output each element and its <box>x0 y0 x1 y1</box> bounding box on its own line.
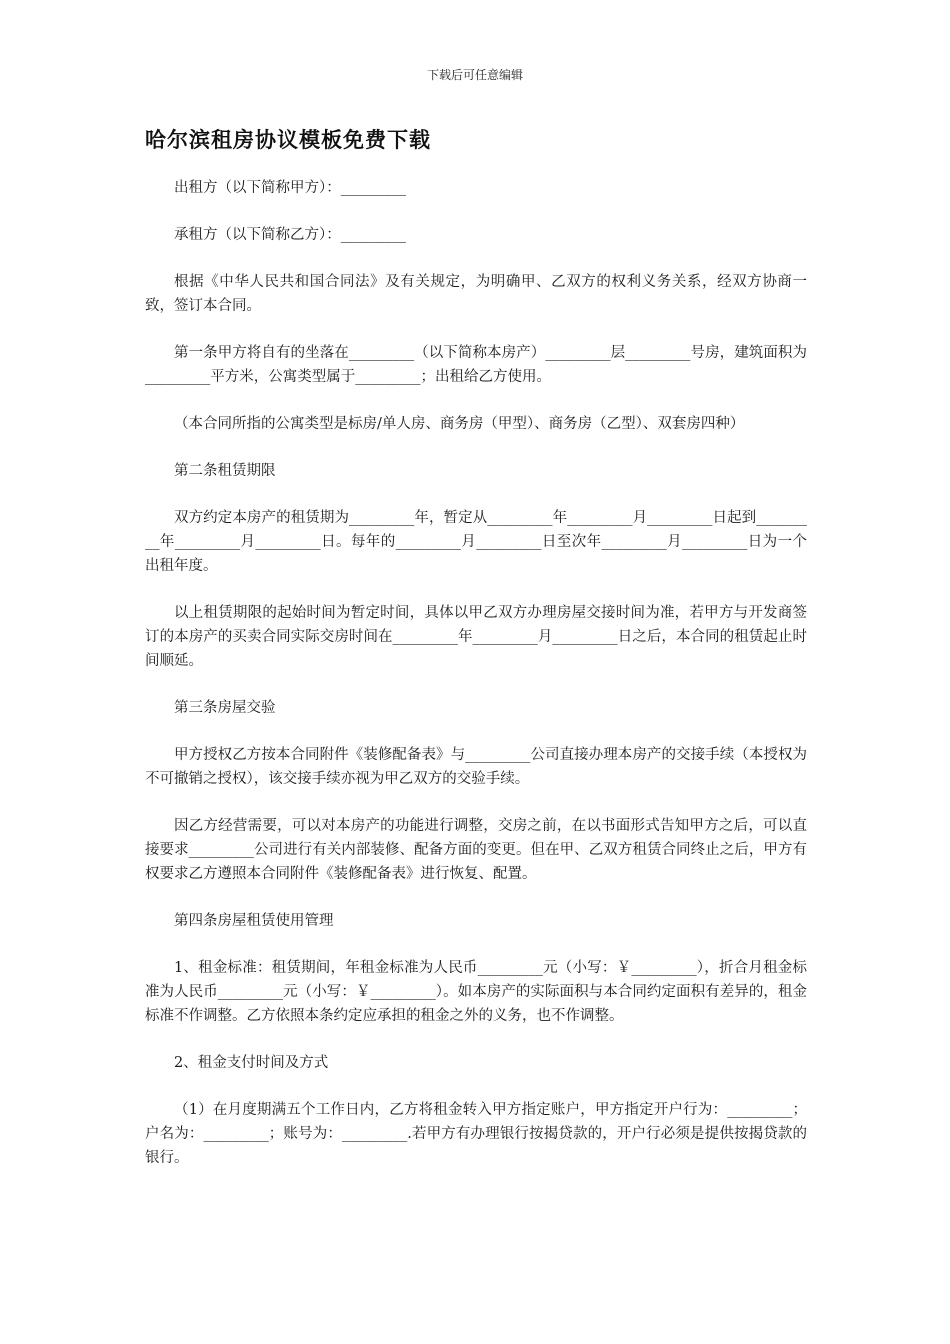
document-title: 哈尔滨租房协议模板免费下载 <box>145 127 431 152</box>
lease-term-paragraph: 双方约定本房产的租赁期为_________年，暂定从_________年_________月_________日起到_________年_________月_________日。每年的_________月_________日至次年_________月_________日为一个出租年度。 <box>145 510 807 574</box>
preamble-paragraph: 根据《中华人民共和国合同法》及有关规定，为明确甲、乙双方的权利义务关系，经双方协商一致，签订本合同。 <box>145 274 807 314</box>
article-3-heading: 第三条房屋交验 <box>174 700 276 716</box>
article-4-heading: 第四条房屋租赁使用管理 <box>174 913 334 929</box>
article-1-paragraph: 第一条甲方将自有的坐落在_________（以下简称本房产）_________层_________号房，建筑面积为_________平方米，公寓类型属于_________；出租给乙方使用。 <box>145 345 807 385</box>
document-body <box>145 176 807 1193</box>
rent-payment-heading: 2、租金支付时间及方式 <box>174 1055 329 1071</box>
article-2-heading: 第二条租赁期限 <box>174 463 276 479</box>
rent-payment-paragraph: （1）在月度期满五个工作日内，乙方将租金转入甲方指定账户，甲方指定开户行为：_________；户名为：_________；账号为：_________.若甲方有办理银行按揭贷款的，开户行必须是提供按揭贷款的银行。 <box>145 1102 807 1166</box>
rent-standard-paragraph: 1、租金标准：租赁期间，年租金标准为人民币_________元（小写：￥_________），折合月租金标准为人民币_________元（小写：￥_________）。如本房产的实际面积与本合同约定面积有差异的，租金标准不作调整。乙方依照本条约定应承担的租金之外的义务，也不作调整。 <box>145 960 807 1024</box>
page-header-note: 下载后可任意编辑 <box>426 68 523 82</box>
party-b-line: 承租方（以下简称乙方）：_________ <box>174 227 406 243</box>
lease-start-paragraph: 以上租赁期限的起始时间为暂定时间，具体以甲乙双方办理房屋交接时间为准，若甲方与开发商签订的本房产的买卖合同实际交房时间在_________年_________月_________日之后，本合同的租赁起止时间顺延。 <box>145 605 807 669</box>
apartment-type-note: （本合同所指的公寓类型是标房/单人房、商务房（甲型）、商务房（乙型）、双套房四种） <box>174 416 745 432</box>
handover-authorization-paragraph: 甲方授权乙方按本合同附件《装修配备表》与_________公司直接办理本房产的交接手续（本授权为不可撤销之授权），该交接手续亦视为甲乙双方的交验手续。 <box>145 747 807 787</box>
party-a-line: 出租方（以下简称甲方）：_________ <box>174 180 406 196</box>
function-adjustment-paragraph: 因乙方经营需要，可以对本房产的功能进行调整，交房之前，在以书面形式告知甲方之后，可以直接要求_________公司进行有关内部装修、配备方面的变更。但在甲、乙双方租赁合同终止之后，甲方有权要求乙方遵照本合同附件《装修配备表》进行恢复、配置。 <box>145 818 807 882</box>
